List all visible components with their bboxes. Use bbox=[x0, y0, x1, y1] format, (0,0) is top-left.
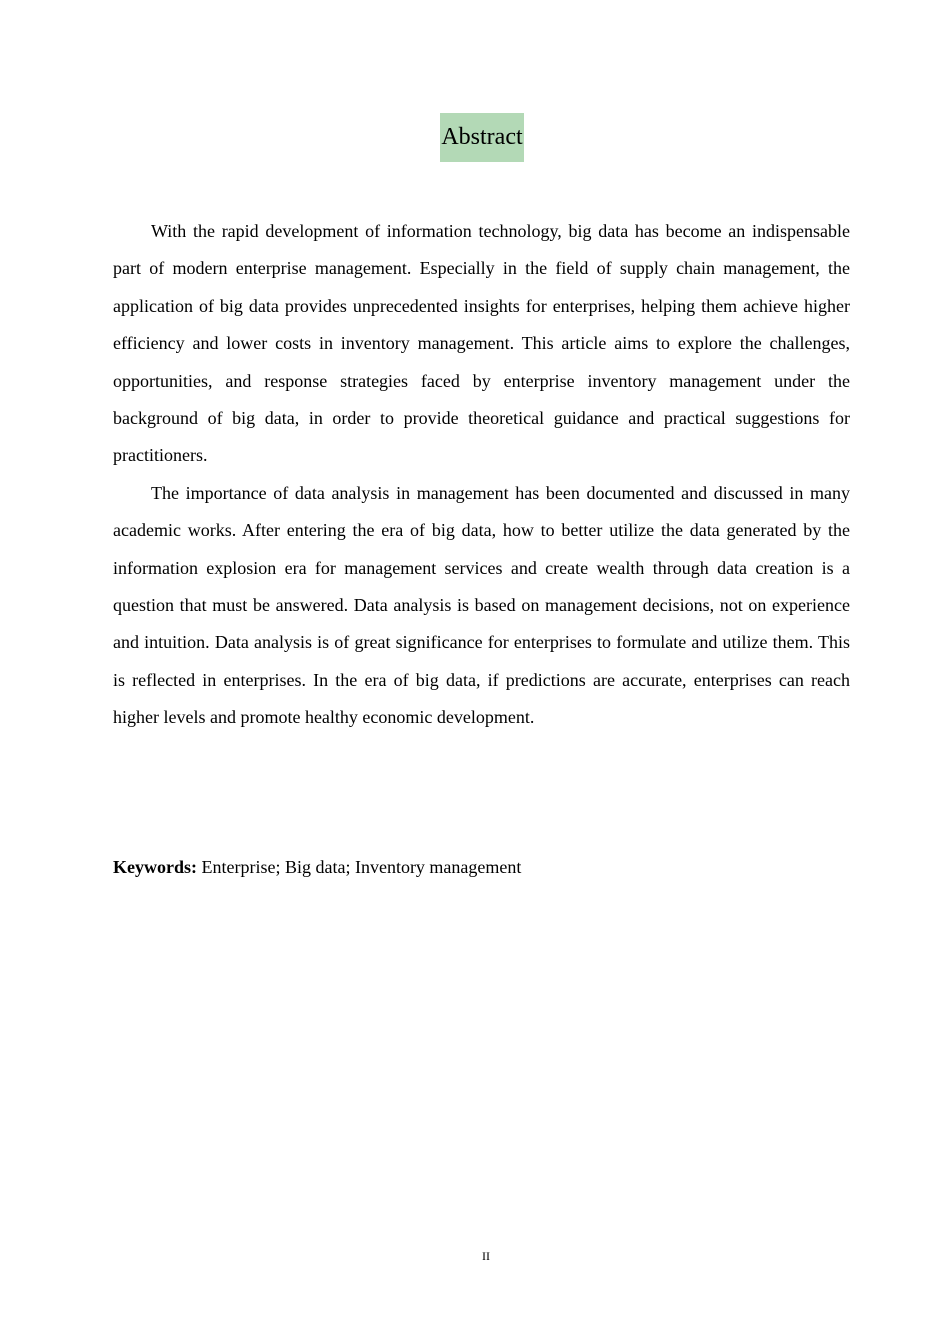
page-number: II bbox=[482, 1249, 490, 1263]
abstract-paragraph-1: With the rapid development of information technology, big data has become an indispensable part of modern enterprise management. Especially in the field of supply chain management, the application of big data provides unprecedented insights for enterprises, helping them achieve higher efficiency and lower costs in inventory management. This article aims to explore the challenges, opportunities, and response strategies faced by enterprise inventory management under the background of big data, in order to provide theoretical guidance and practical suggestions for practitioners. bbox=[113, 221, 850, 466]
abstract-title: Abstract bbox=[440, 113, 523, 162]
keywords-label: Keywords: bbox=[113, 857, 197, 877]
title-container bbox=[0, 113, 950, 162]
keywords-line bbox=[113, 852, 521, 882]
abstract-body bbox=[113, 213, 850, 737]
keywords-value: Enterprise; Big data; Inventory management bbox=[197, 857, 522, 877]
abstract-paragraph-2: The importance of data analysis in management has been documented and discussed in many academic works. After entering the era of big data, how to better utilize the data generated by the information explosion era for management services and create wealth through data creation is a question that must be answered. Data analysis is based on management decisions, not on experience and intuition. Data analysis is of great significance for enterprises to formulate and utilize them. This is reflected in enterprises. In the era of big data, if predictions are accurate, enterprises can reach higher levels and promote healthy economic development. bbox=[113, 482, 850, 728]
